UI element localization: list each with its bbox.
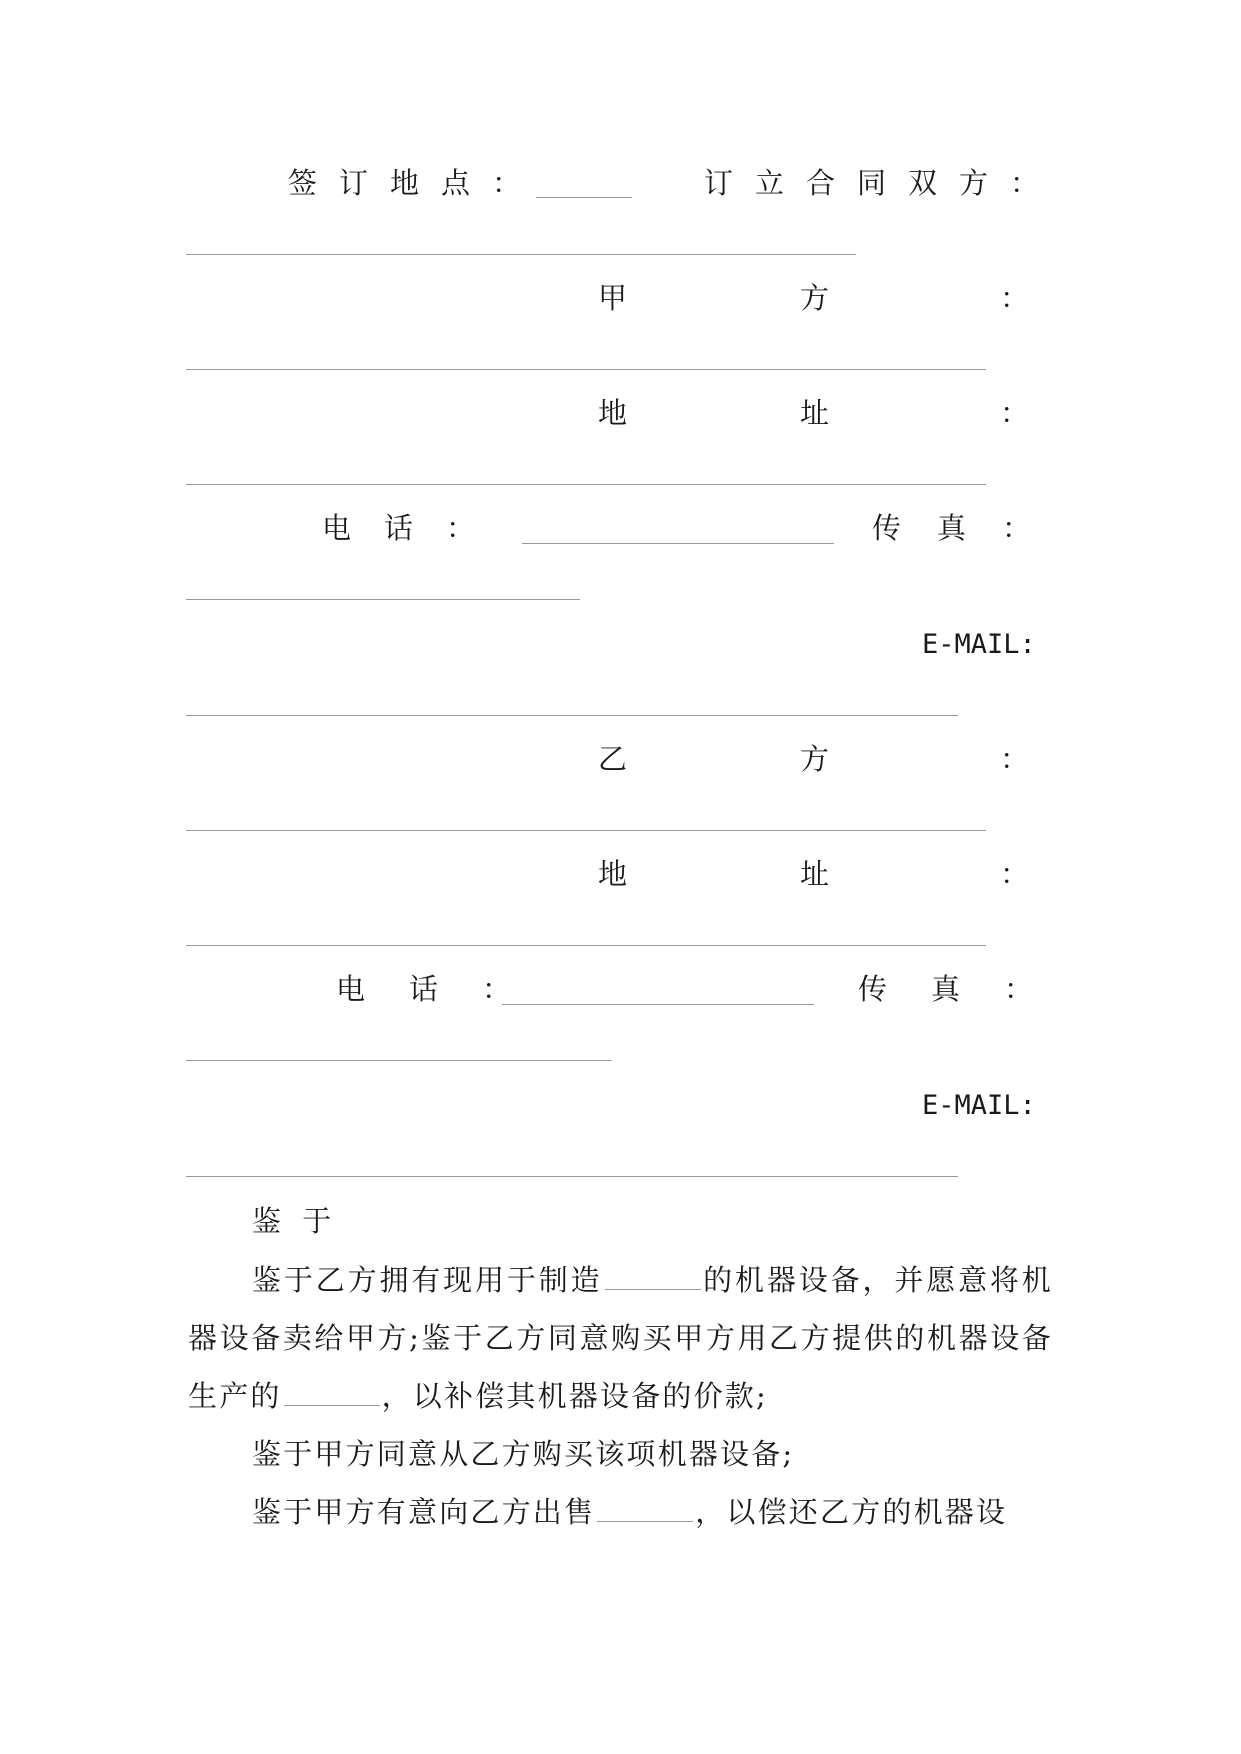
- recital-3-text-a: 鉴于甲方有意向乙方出售: [252, 1495, 596, 1529]
- recital-1-blank-a: [605, 1288, 701, 1290]
- place-blank: [536, 197, 632, 198]
- recital-3-blank: [597, 1520, 693, 1522]
- recital-paragraph-3: [188, 1483, 1053, 1541]
- recitals-heading: 鉴 于: [252, 1204, 338, 1238]
- party-a-name-colon: ：: [1000, 281, 1030, 315]
- party-b-name-right: 方: [800, 742, 830, 776]
- party-b-name-blank: [186, 830, 986, 831]
- party-b-fax-label: 传真：: [858, 972, 1078, 1006]
- parties-blank: [186, 254, 856, 255]
- parties-label: 订立合同双方：: [704, 166, 1062, 200]
- party-a-name-blank: [186, 369, 986, 370]
- recital-paragraph-1: [188, 1251, 1053, 1425]
- party-a-name-left: 甲: [598, 281, 628, 315]
- party-b-address-blank: [186, 945, 986, 946]
- party-a-fax-label: 传真：: [872, 511, 1068, 545]
- recital-paragraph-2: 鉴于甲方同意从乙方购买该项机器设备;: [252, 1437, 795, 1471]
- party-a-address-left: 地: [598, 396, 628, 430]
- party-a-email-blank: [186, 715, 958, 716]
- party-b-email-blank: [186, 1176, 958, 1177]
- party-a-phone-blank: [522, 543, 834, 544]
- party-b-address-left: 地: [598, 857, 628, 891]
- party-a-address-colon: ：: [1000, 396, 1030, 430]
- party-a-address-right: 址: [800, 396, 830, 430]
- party-b-address-right: 址: [800, 857, 830, 891]
- recital-1-text-a: 鉴于乙方拥有现用于制造: [252, 1263, 603, 1297]
- party-a-fax-blank: [186, 599, 580, 600]
- party-a-name-right: 方: [800, 281, 830, 315]
- party-a-address-blank: [186, 484, 986, 485]
- recital-1-blank-b: [284, 1404, 380, 1406]
- recital-3-text-b: ，以偿还乙方的机器设: [695, 1495, 1008, 1529]
- party-b-name-colon: ：: [1000, 742, 1030, 776]
- party-b-address-colon: ：: [1000, 857, 1030, 891]
- party-b-phone-blank: [502, 1004, 814, 1005]
- party-b-email-label: E-MAIL:: [922, 1090, 1036, 1121]
- recital-1-text-b: 的机器设备，并愿意将机器设备卖给甲方;鉴于乙方同意购买甲方用乙方提供的机器设备生产的: [188, 1263, 1053, 1413]
- party-a-email-label: E-MAIL:: [922, 629, 1036, 660]
- party-b-fax-blank: [186, 1060, 612, 1061]
- party-a-phone-label: 电话：: [322, 511, 509, 545]
- place-label: 签订地点：: [288, 166, 544, 200]
- party-b-phone-label: 电话：: [336, 972, 556, 1006]
- recital-1-text-c: ，以补偿其机器设备的价款;: [381, 1379, 768, 1413]
- party-b-name-left: 乙: [598, 742, 628, 776]
